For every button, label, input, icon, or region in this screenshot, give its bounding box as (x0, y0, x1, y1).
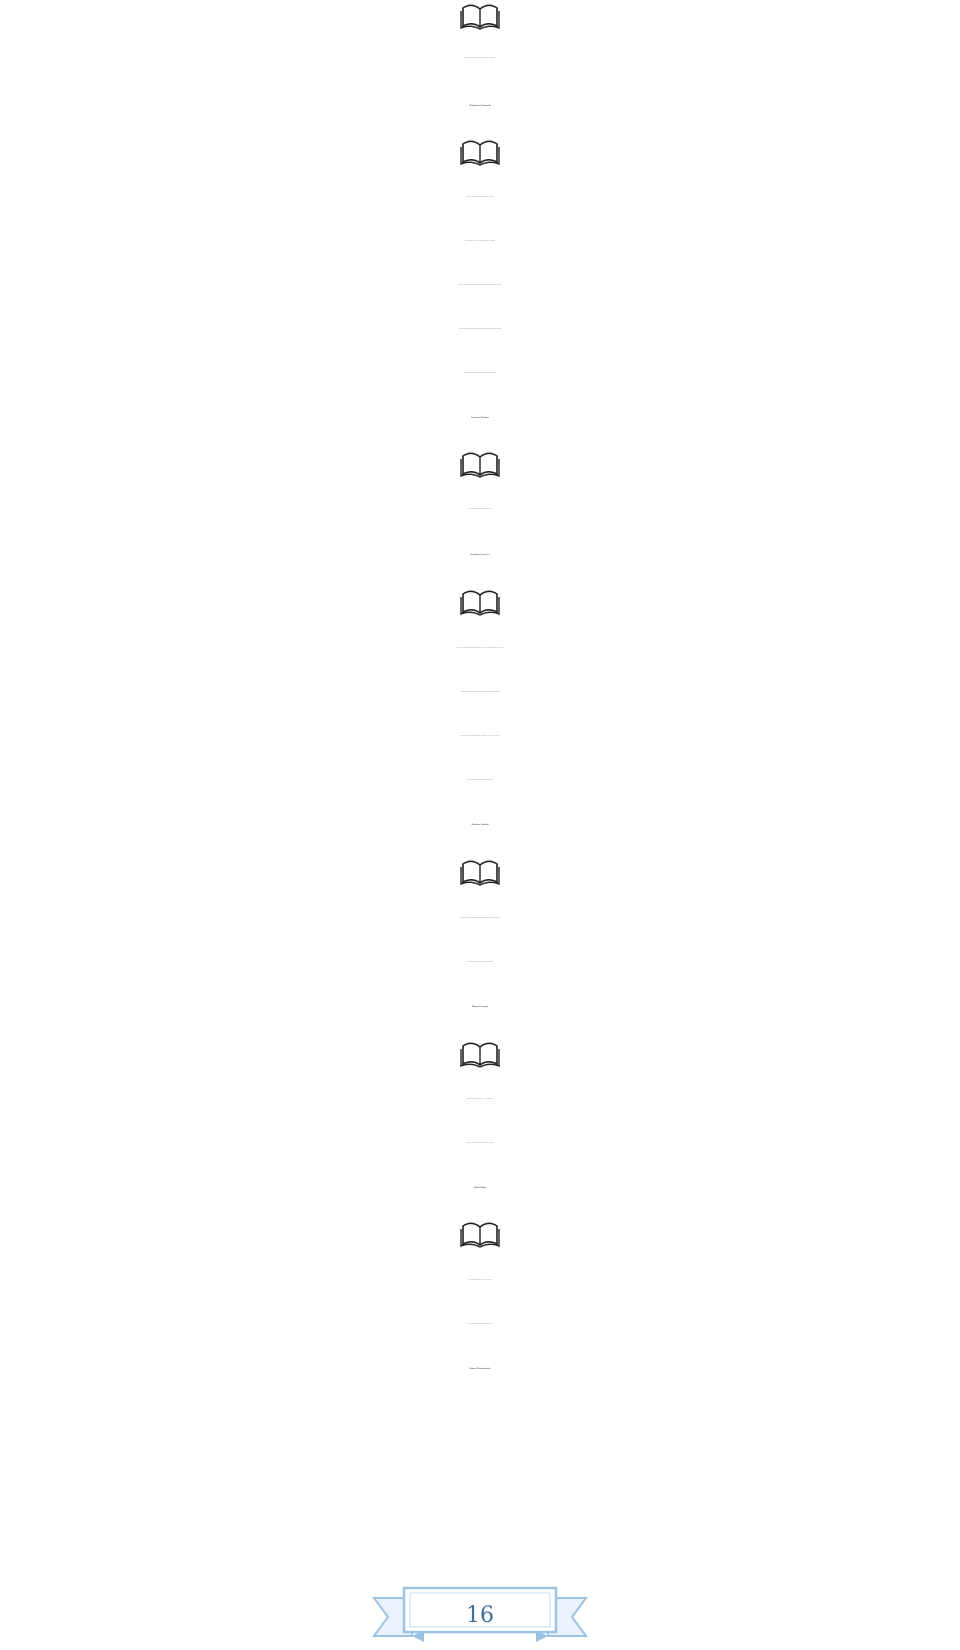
quote-line: Dzieje ludzkie są dziejami postępu, a książka jego dźwignią. (464, 58, 496, 59)
quote-line: i historii każdą ich prawdę, ale przychodzimy, jak wybrańcy losu, do gotowego, (459, 692, 501, 693)
open-book-icon (460, 1220, 500, 1248)
quote-line: tej samotności ostatniej, bo ostatecznie będziemy umierać sami. (463, 373, 497, 374)
open-book-icon (460, 858, 500, 886)
quote-line: by była ona nie pomnikiem, lecz środkiem przekazu. (466, 962, 494, 963)
quote-author: Kornel Makuszyński (469, 1368, 491, 1370)
quote-author: Jakub Bojko (473, 1187, 487, 1189)
quote-line: które wypowiedziały pełny dramat człowieczego bytowania, (464, 241, 496, 242)
page-number: 16 (466, 1603, 494, 1628)
quote-line: że chłop bez oświaty jest prawdziwym kołkiem w płocie. (465, 1143, 495, 1144)
quote-line: zasiadamy do stołu, obficie zastawionego, i możemy z niego brać, ile chcemy, (460, 736, 500, 737)
quote-line: wedle własnego smaku i wedle własnych upodobań. (466, 780, 494, 781)
quote-line: dzieła, których twórcy nie zamykali oczu na oczywistość beznadziejnego osamotnienia, (457, 285, 503, 286)
quote-line: Garnijcie się do czytania książek […] i zapamiętajcie, (466, 1099, 494, 1100)
open-book-icon (460, 1040, 500, 1068)
open-book-icon (460, 2, 500, 30)
quote-author: Władysław Kozłowski (469, 105, 491, 107)
quote-author: Francois Mauriac (471, 417, 489, 419)
quote-line: Dzięki książce nie potrzebujemy życia rozpoczynać na nowo i mozolnie wydzierać przyrodzie (456, 648, 504, 649)
quote-line: Gdy dziecku dajesz książkę, zbroisz jego serce, (468, 1280, 492, 1281)
quote-line: A duszy, jak ptakowi, świetne przypniesz skrzydła. (467, 1324, 493, 1325)
quote-line: Dzieło mówi samo za siebie, jeśli ma do kogo. (468, 509, 492, 510)
quote-author: Robert Escarpit (471, 1006, 489, 1008)
quote-author: Zdzisław Dębicki (471, 824, 489, 826)
quote-line: Dzieła sztuki ciągle żywe w pamięci ludzkiej, to książki, (465, 197, 495, 198)
open-book-icon (460, 138, 500, 166)
open-book-icon (460, 588, 500, 616)
open-book-icon (460, 450, 500, 478)
quote-line: w którym każdy z nas musi stawiać czoło swemu przeznaczeniu aż do chwili śmierci, (458, 329, 502, 330)
quote-author: Stanisław Jerzy Lec (470, 554, 490, 556)
quote-line: Epoka nasza – przywraca książce jej prawdziwe znaczenie, które polega na tym, (459, 918, 501, 919)
